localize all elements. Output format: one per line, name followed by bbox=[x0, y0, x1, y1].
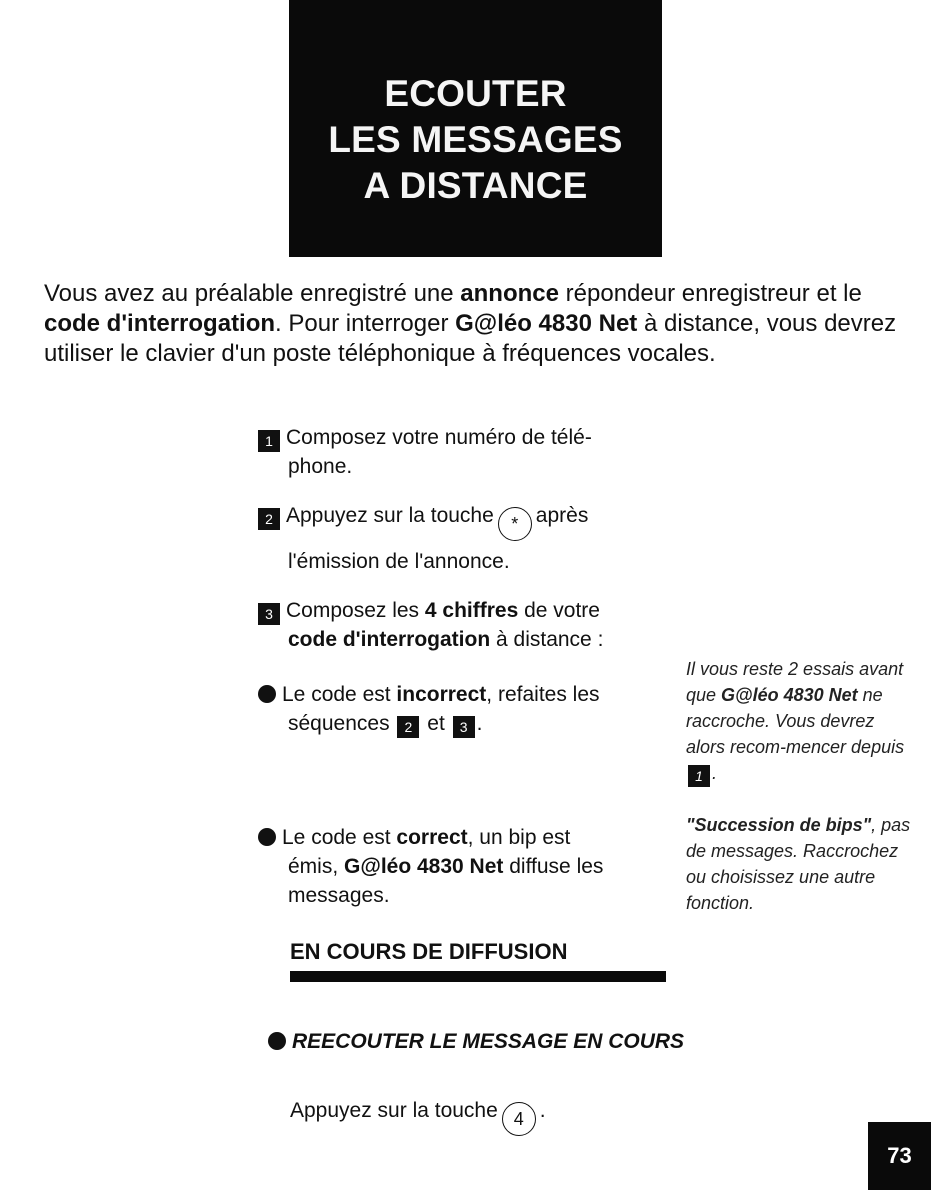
step-3-text-2: de votre bbox=[518, 599, 600, 622]
correct-text-1: Le code est bbox=[282, 826, 397, 849]
step-number-badge: 2 bbox=[258, 508, 280, 530]
chapter-title-block bbox=[289, 0, 662, 257]
intro-bold-annonce: annonce bbox=[460, 280, 559, 307]
replay-instruction bbox=[290, 1096, 690, 1136]
step-1-line-1: Composez votre numéro de télé- bbox=[286, 426, 592, 449]
intro-text-3: . Pour interroger bbox=[275, 310, 456, 337]
note-2-bold: "Succession de bips" bbox=[686, 815, 872, 835]
bullet-icon bbox=[258, 828, 276, 846]
step-2 bbox=[258, 498, 658, 576]
step-3 bbox=[258, 596, 658, 654]
intro-paragraph bbox=[44, 279, 914, 369]
title-line-3: A DISTANCE bbox=[363, 164, 588, 206]
incorrect-text-3: séquences bbox=[288, 712, 390, 735]
sub-heading bbox=[268, 1028, 688, 1056]
note-2-text: , pas de messages. Raccrochez ou choisissez une autre fonction. bbox=[686, 815, 911, 913]
step-2-text-before: Appuyez sur la touche bbox=[286, 504, 494, 527]
replay-text: Appuyez sur la touche bbox=[290, 1099, 498, 1122]
title-line-2: LES MESSAGES bbox=[328, 118, 623, 160]
bullet-correct-code bbox=[258, 823, 658, 910]
correct-text-5: messages. bbox=[288, 884, 390, 907]
correct-text-3: émis, bbox=[288, 855, 345, 878]
note-1-text-1: Il vous reste 2 essais avant que bbox=[686, 659, 904, 705]
bullet-icon bbox=[268, 1032, 286, 1050]
incorrect-text-1: Le code est bbox=[282, 683, 397, 706]
intro-bold-code: code d'interrogation bbox=[44, 310, 276, 337]
note-1-text-2: ne raccroche. Vous devrez alors recom-mencer depuis bbox=[686, 685, 905, 757]
side-note-beeps bbox=[686, 812, 916, 916]
bullet-incorrect-code bbox=[258, 680, 658, 738]
incorrect-bold: incorrect bbox=[396, 683, 487, 706]
step-3-text-3: à distance : bbox=[490, 628, 604, 651]
correct-bold: correct bbox=[396, 826, 468, 849]
step-number-badge: 3 bbox=[258, 603, 280, 625]
intro-text-1: Vous avez au préalable enregistré une bbox=[44, 280, 461, 307]
incorrect-text-5: . bbox=[476, 712, 483, 735]
step-3-bold-1: 4 chiffres bbox=[424, 599, 519, 622]
intro-bold-product: G@léo 4830 Net bbox=[455, 310, 638, 337]
title-line-1: ECOUTER bbox=[384, 72, 567, 114]
step-2-line-2: l'émission de l'annonce. bbox=[288, 550, 510, 573]
sub-heading-text: REECOUTER LE MESSAGE EN COURS bbox=[292, 1030, 685, 1053]
intro-text-4: à distance, vous devrez utiliser le clavier d'un poste téléphonique à fréquences vocales. bbox=[44, 310, 897, 367]
bullet-icon bbox=[258, 685, 276, 703]
page-number: 73 bbox=[868, 1122, 931, 1190]
incorrect-text-4: et bbox=[427, 712, 445, 735]
note-1-bold: G@léo 4830 Net bbox=[721, 685, 858, 705]
key-4-icon: 4 bbox=[502, 1102, 536, 1136]
correct-text-2: , un bip est bbox=[467, 826, 571, 849]
step-3-bold-2: code d'interrogation bbox=[288, 628, 491, 651]
correct-text-4: diffuse les bbox=[503, 855, 604, 878]
step-number-badge: 1 bbox=[688, 765, 710, 787]
section-heading: EN COURS DE DIFFUSION bbox=[290, 939, 568, 964]
correct-bold-product: G@léo 4830 Net bbox=[344, 855, 504, 878]
note-1-text-3: . bbox=[712, 763, 718, 783]
section-divider bbox=[290, 971, 666, 982]
step-3-text-1: Composez les bbox=[286, 599, 425, 622]
step-2-text-after: après bbox=[535, 504, 589, 527]
intro-text-2: répondeur enregistreur et le bbox=[558, 280, 862, 307]
star-key-icon: * bbox=[498, 507, 532, 541]
step-1 bbox=[258, 423, 658, 481]
incorrect-text-2: , refaites les bbox=[486, 683, 600, 706]
step-number-badge: 3 bbox=[453, 716, 475, 738]
replay-text-end: . bbox=[539, 1099, 546, 1122]
side-note-attempts bbox=[686, 656, 916, 787]
step-1-line-2: phone. bbox=[288, 455, 353, 478]
step-number-badge: 1 bbox=[258, 430, 280, 452]
step-number-badge: 2 bbox=[397, 716, 419, 738]
